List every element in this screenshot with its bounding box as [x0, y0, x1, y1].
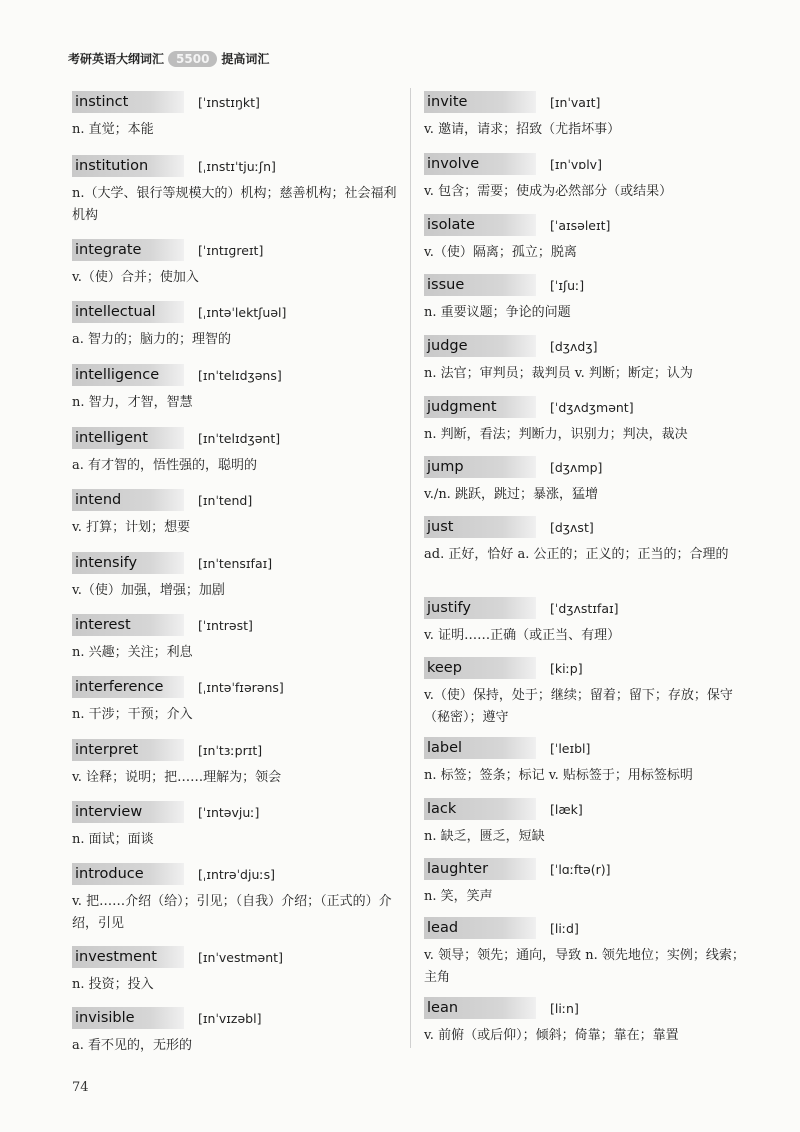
headword-row [72, 364, 402, 386]
definition: v. 把……介绍（给）；引见；（自我）介绍；（正式的）介绍，引见 [72, 894, 392, 931]
entry-investment [72, 946, 402, 996]
header-title: 考研英语大纲词汇 [68, 52, 165, 66]
definition: n. 重要议题；争论的问题 [424, 305, 571, 320]
entry-interpret [72, 739, 402, 789]
headword-row [424, 737, 754, 759]
definition: v. 领导；领先；通向，导致 n. 领先地位；实例；线索；主角 [424, 948, 745, 985]
phonetic: [ɪnˈtelɪdʒəns] [198, 367, 282, 383]
headword-row [424, 214, 754, 236]
definition: n. 判断，看法；判断力，识别力；判决，裁决 [424, 427, 688, 442]
headword-row [424, 335, 754, 357]
phonetic: [dʒʌdʒ] [550, 338, 598, 354]
headword-row [424, 516, 754, 538]
headword: invisible [72, 1007, 184, 1029]
definition: v. 打算；计划；想要 [72, 520, 191, 535]
headword-row [72, 552, 402, 574]
entry-invite [424, 91, 754, 141]
headword: instinct [72, 91, 184, 113]
entry-label [424, 737, 754, 787]
phonetic: [ˌɪntəˈfɪərəns] [198, 679, 284, 695]
entry-intend [72, 489, 402, 539]
definition: v./n. 跳跃，跳过；暴涨，猛增 [424, 487, 598, 502]
entry-jump [424, 456, 754, 506]
definition: v.（使）合并；使加入 [72, 270, 199, 285]
entry-lean [424, 997, 754, 1047]
phonetic: [ɪnˈvɒlv] [550, 156, 602, 172]
definition: v.（使）保持，处于；继续；留着；留下；存放；保守（秘密）；遵守 [424, 688, 733, 725]
entry-instinct [72, 91, 402, 141]
headword: just [424, 516, 536, 538]
entry-interview [72, 801, 402, 851]
definition: n. 直觉；本能 [72, 122, 154, 137]
phonetic: [læk] [550, 801, 583, 817]
phonetic: [ˈɪʃuː] [550, 277, 585, 293]
entry-intelligent [72, 427, 402, 477]
headword-row [72, 239, 402, 261]
headword: investment [72, 946, 184, 968]
headword: intellectual [72, 301, 184, 323]
headword: intend [72, 489, 184, 511]
phonetic: [ˌɪntəˈlektʃuəl] [198, 304, 287, 320]
phonetic: [ˈaɪsəleɪt] [550, 217, 611, 233]
definition: v. 诠释；说明；把……理解为；领会 [72, 770, 282, 785]
column-divider [410, 88, 411, 1048]
phonetic: [liːd] [550, 920, 579, 936]
entry-involve [424, 153, 754, 203]
entry-judgment [424, 396, 754, 446]
headword-row [424, 597, 754, 619]
definition: n. 兴趣；关注；利息 [72, 645, 193, 660]
phonetic: [ˈlɑːftə(r)] [550, 861, 611, 877]
headword-row [72, 91, 402, 113]
entry-lack [424, 798, 754, 848]
definition: n. 智力，才智，智慧 [72, 395, 193, 410]
headword: lean [424, 997, 536, 1019]
headword-row [424, 858, 754, 880]
headword: interference [72, 676, 184, 698]
phonetic: [ˈleɪbl] [550, 740, 591, 756]
headword: intensify [72, 552, 184, 574]
phonetic: [ɪnˈtɜːprɪt] [198, 742, 263, 758]
headword-row [424, 917, 754, 939]
entry-institution [72, 155, 402, 227]
headword-row [424, 274, 754, 296]
entry-justify [424, 597, 754, 647]
definition: v. 邀请，请求；招致（尤指坏事） [424, 122, 621, 137]
definition: n. 法官；审判员；裁判员 v. 判断；断定；认为 [424, 366, 693, 381]
headword: integrate [72, 239, 184, 261]
entry-integrate [72, 239, 402, 289]
entry-interference [72, 676, 402, 726]
phonetic: [ˈdʒʌstɪfaɪ] [550, 600, 619, 616]
definition: v. 前俯（或后仰）；倾斜；倚靠；靠在；靠置 [424, 1028, 679, 1043]
entry-keep [424, 657, 754, 729]
headword-row [72, 863, 402, 885]
headword: institution [72, 155, 184, 177]
entry-intensify [72, 552, 402, 602]
headword-row [72, 946, 402, 968]
entry-just [424, 516, 754, 566]
headword: judge [424, 335, 536, 357]
phonetic: [liːn] [550, 1000, 579, 1016]
entry-laughter [424, 858, 754, 908]
headword: introduce [72, 863, 184, 885]
page-number: 74 [72, 1080, 89, 1095]
headword-row [424, 153, 754, 175]
definition: a. 智力的；脑力的；理智的 [72, 332, 232, 347]
entry-isolate [424, 214, 754, 264]
headword-row [72, 739, 402, 761]
headword: keep [424, 657, 536, 679]
headword-row [72, 427, 402, 449]
headword-row [424, 657, 754, 679]
phonetic: [ɪnˈtelɪdʒənt] [198, 430, 281, 446]
entry-judge [424, 335, 754, 385]
headword: intelligence [72, 364, 184, 386]
headword-row [424, 997, 754, 1019]
entry-interest [72, 614, 402, 664]
headword: issue [424, 274, 536, 296]
definition: n. 面试；面谈 [72, 832, 154, 847]
entry-intelligence [72, 364, 402, 414]
phonetic: [dʒʌst] [550, 519, 594, 535]
headword: interpret [72, 739, 184, 761]
header-subtitle: 提高词汇 [221, 52, 270, 66]
header-badge: 5500 [168, 51, 217, 67]
running-header [68, 50, 269, 67]
phonetic: [ɪnˈvestmənt] [198, 949, 283, 965]
headword-row [424, 396, 754, 418]
phonetic: [ˈɪntɪɡreɪt] [198, 242, 264, 258]
headword-row [424, 456, 754, 478]
definition: a. 有才智的，悟性强的，聪明的 [72, 458, 258, 473]
entry-introduce [72, 863, 402, 935]
headword-row [72, 614, 402, 636]
entry-issue [424, 274, 754, 324]
headword-row [72, 489, 402, 511]
definition: n. 干涉；干预；介入 [72, 707, 193, 722]
headword-row [72, 155, 402, 177]
phonetic: [ɪnˈvaɪt] [550, 94, 601, 110]
phonetic: [ˈɪnstɪŋkt] [198, 94, 260, 110]
headword: interview [72, 801, 184, 823]
definition: ad. 正好，恰好 a. 公正的；正义的；正当的；合理的 [424, 547, 729, 562]
phonetic: [ˈɪntəvjuː] [198, 804, 260, 820]
headword: lack [424, 798, 536, 820]
definition: v. 证明……正确（或正当、有理） [424, 628, 621, 643]
definition: v. 包含；需要；使成为必然部分（或结果） [424, 184, 673, 199]
headword-row [72, 801, 402, 823]
definition: n. 标签；签条；标记 v. 贴标签于；用标签标明 [424, 768, 693, 783]
headword-row [424, 91, 754, 113]
headword: justify [424, 597, 536, 619]
entry-invisible [72, 1007, 402, 1057]
phonetic: [ˌɪntrəˈdjuːs] [198, 866, 275, 882]
definition: v.（使）隔离；孤立；脱离 [424, 245, 577, 260]
entry-intellectual [72, 301, 402, 351]
headword: laughter [424, 858, 536, 880]
phonetic: [ˈdʒʌdʒmənt] [550, 399, 634, 415]
headword: lead [424, 917, 536, 939]
definition: n.（大学、银行等规模大的）机构；慈善机构；社会福利机构 [72, 186, 397, 223]
definition: n. 缺乏，匮乏，短缺 [424, 829, 545, 844]
definition: v.（使）加强，增强；加剧 [72, 583, 225, 598]
headword: judgment [424, 396, 536, 418]
phonetic: [ɪnˈtensɪfaɪ] [198, 555, 273, 571]
definition: n. 笑，笑声 [424, 889, 493, 904]
headword-row [72, 676, 402, 698]
headword-row [72, 301, 402, 323]
headword: isolate [424, 214, 536, 236]
phonetic: [ɪnˈvɪzəbl] [198, 1010, 262, 1026]
phonetic: [ɪnˈtend] [198, 492, 253, 508]
phonetic: [ˈɪntrəst] [198, 617, 253, 633]
headword: involve [424, 153, 536, 175]
entry-lead [424, 917, 754, 989]
headword: intelligent [72, 427, 184, 449]
phonetic: [ˌɪnstɪˈtjuːʃn] [198, 158, 276, 174]
phonetic: [dʒʌmp] [550, 459, 603, 475]
headword: invite [424, 91, 536, 113]
phonetic: [kiːp] [550, 660, 583, 676]
headword: label [424, 737, 536, 759]
headword-row [424, 798, 754, 820]
headword: interest [72, 614, 184, 636]
definition: a. 看不见的，无形的 [72, 1038, 193, 1053]
headword-row [72, 1007, 402, 1029]
definition: n. 投资；投入 [72, 977, 154, 992]
headword: jump [424, 456, 536, 478]
